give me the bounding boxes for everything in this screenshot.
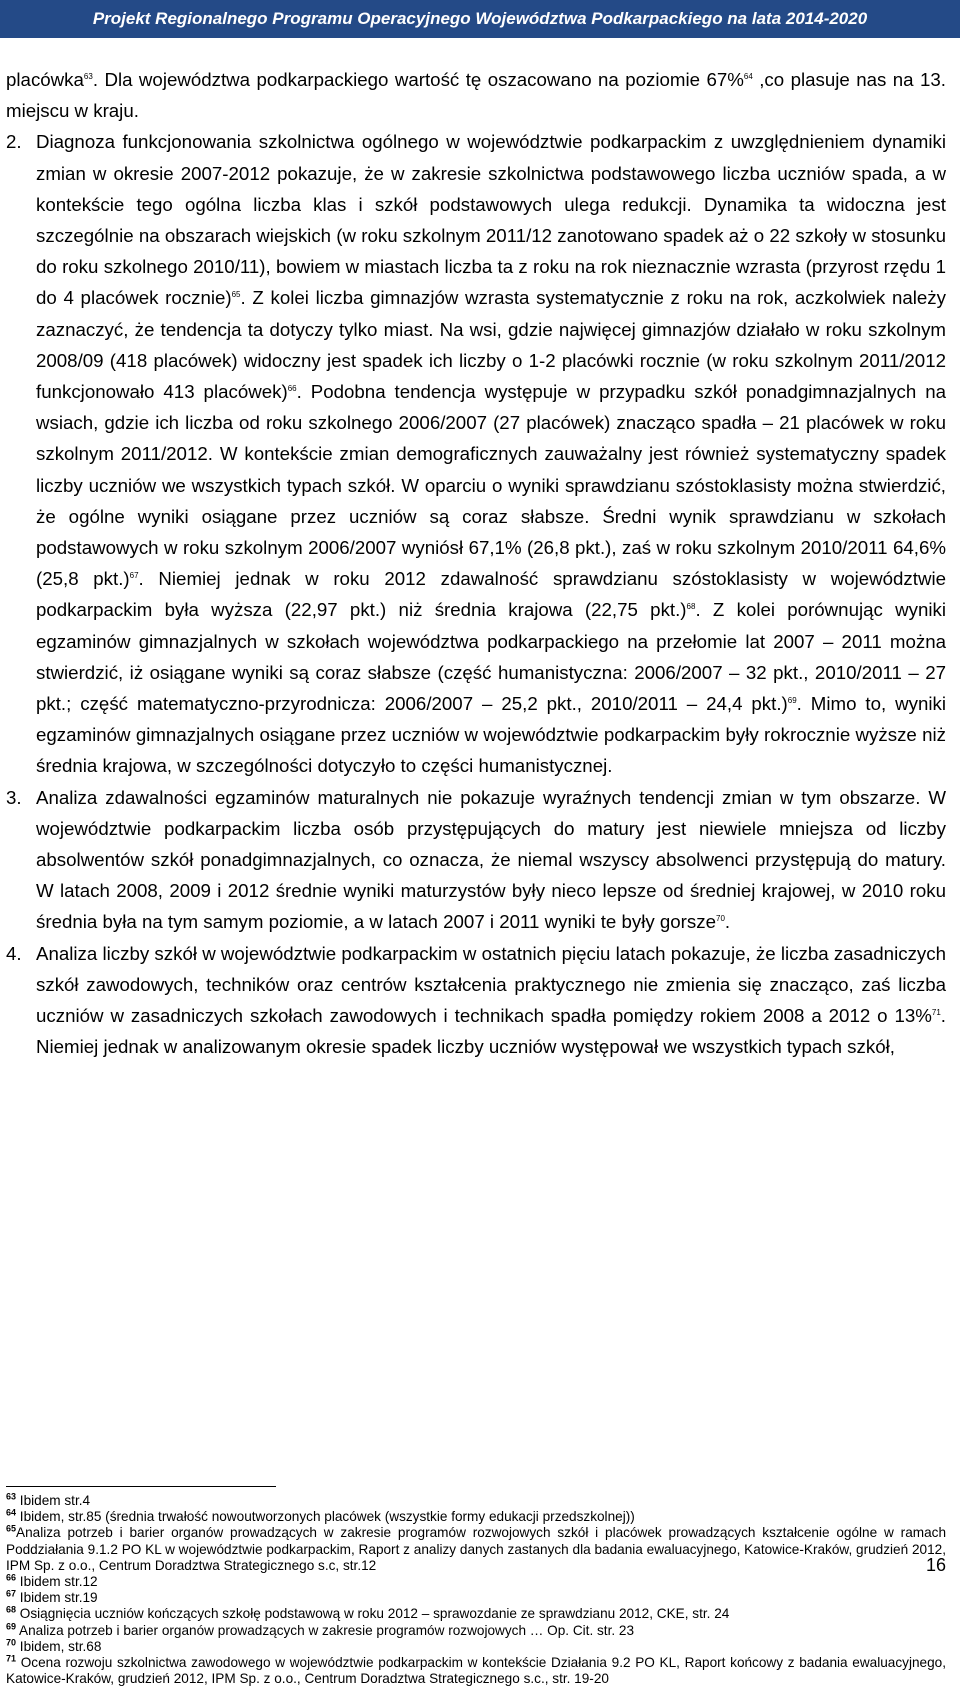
footnote	[6, 1493, 946, 1509]
footnote	[6, 1590, 946, 1606]
footnote-number: 67	[6, 1588, 17, 1599]
intro-paragraph	[6, 64, 946, 126]
footnote-number: 64	[6, 1507, 17, 1518]
footnote	[6, 1606, 946, 1622]
text-run: . Niemiej jednak w analizowanym okresie spadek liczby uczniów występował we wszystkich typach szkół,	[36, 1005, 946, 1058]
list-item-text	[36, 126, 946, 781]
footnote-text: Ibidem str.4	[16, 1493, 91, 1508]
text-run: placówka	[6, 69, 84, 90]
text-run: .	[724, 911, 731, 933]
page-number: 16	[925, 1555, 946, 1575]
document-header: Projekt Regionalnego Programu Operacyjnego Województwa Podkarpackiego na lata 2014-2020	[0, 0, 960, 38]
text-run: . Dla województwa podkarpackiego wartość tę oszacowano na poziomie 67%	[92, 69, 744, 90]
footnote-text: Ibidem str.12	[16, 1574, 98, 1590]
text-run: . Podobna tendencja występuje w przypadku szkół ponadgimnazjalnych na wsiach, gdzie ich liczba od roku szkolnego 2006/2007 (27 placówek) znacząco spadła – 21 placówek w roku szkolnym 2011/2012. W kontekście zmian demograficznych zauważalny jest również systematyczny spadek liczby uczniów we wszystkich typach szkół. W oparciu o wyniki sprawdzianu szóstoklasisty można stwierdzić, że ogólne wyniki osiągane przez uczniów są coraz słabsze. Średni wynik sprawdzianu w szkołach podstawowych w roku szkolnym 2006/2007 wyniósł 67,1% (26,8 pkt.), zaś w roku szkolnym 2010/2011 64,6% (25,8 pkt.)	[36, 381, 946, 590]
footnote-text: Ibidem, str.85 (średnia trwałość nowoutworzonych placówek (wszystkie formy edukacji przedszkolnej))	[16, 1509, 635, 1525]
footnote-ref: 71	[931, 1007, 941, 1017]
footnote-number: 66	[6, 1572, 17, 1583]
footnote-ref: 68	[686, 602, 696, 612]
footnote-ref: 64	[743, 71, 753, 81]
footnote-number: 70	[6, 1637, 17, 1648]
footnote	[6, 1655, 946, 1687]
text-run: Diagnoza funkcjonowania szkolnictwa ogólnego w województwie podkarpackim z uwzględnieniem dynamiki zmian w okresie 2007-2012 pokazuje, że w zakresie szkolnictwa podstawowego liczba uczniów spada, a w kontekście tego ogólna liczba klas i szkół podstawowych ulega redukcji. Dynamika ta widoczna jest szczególnie na obszarach wiejskich (w roku szkolnym 2011/12 zanotowano spadek aż o 22 szkoły w stosunku do roku szkolnego 2010/11), bowiem w miastach liczba ta z roku na rok nieznacznie wzrasta (przyrost rzędu 1 do 4 placówek rocznie)	[36, 131, 946, 309]
list-item-text	[36, 938, 946, 1063]
footnote	[6, 1509, 946, 1525]
footnote	[6, 1525, 946, 1574]
list-item-4	[6, 938, 946, 1063]
footnote-ref: 69	[787, 695, 797, 705]
footnote-text: Ocena rozwoju szkolnictwa zawodowego w województwie podkarpackim w kontekście Działania 9.2 PO KL, Raport końcowy z badania ewaluacyjnego, Katowice-Kraków, grudzień 2012, IPM Sp. z o.o., Centrum Doradztwa Strategicznego s.c., str. 19-20	[6, 1655, 946, 1687]
footnote-ref: 63	[83, 71, 93, 81]
footnote-number: 63	[6, 1491, 17, 1502]
footnote	[6, 1639, 946, 1655]
list-item-3	[6, 782, 946, 938]
footnote-text: Ibidem, str.68	[16, 1638, 102, 1654]
list-number: 3.	[6, 786, 22, 808]
list-number: 4.	[6, 942, 22, 964]
list-number: 2.	[6, 131, 22, 153]
text-run: . Mimo to, wyniki egzaminów gimnazjalnych osiągane przez uczniów w województwie podkarpackim były rokrocznie wyższe niż średnia krajowa, w szczególności dotyczyło to części humanistycznej.	[36, 693, 946, 777]
footnote-ref: 67	[129, 571, 139, 581]
footnote-separator	[6, 1486, 276, 1487]
footnote-text: Osiągnięcia uczniów kończących szkołę podstawową w roku 2012 – sprawozdanie ze sprawdzianu 2012, CKE, str. 24	[16, 1606, 730, 1622]
text-run: . Z kolei liczba gimnazjów wzrasta systematycznie z roku na rok, aczkolwiek należy zaznaczyć, że tendencja ta dotyczy tylko miast. Na wsi, gdzie najwięcej gimnazjów działało w roku szkolnym 2008/09 (418 placówek) widoczny jest spadek ich liczby o 1-2 placówki rocznie (w roku szkolnym 2011/2012 funkcjonowało 413 placówek)	[36, 287, 946, 403]
text-run: . Niemiej jednak w roku 2012 zdawalność sprawdzianu szóstoklasisty w województwie podkarpackim była wyższa (22,97 pkt.) niż średnia krajowa (22,75 pkt.)	[36, 568, 946, 621]
footnote-text: Ibidem str.19	[16, 1590, 98, 1606]
list-item-2	[6, 126, 946, 781]
footnotes-section	[6, 1486, 946, 1687]
footnote-number: 71	[6, 1653, 17, 1664]
footnote-text: Analiza potrzeb i barier organów prowadzących w zakresie programów rozwojowych szkół i placówek prowadzących kształcenie ogólne w ramach Poddziałania 9.1.2 PO KL w województwie podkarpackim, Raport z analizy danych zastanych dla badania ewaluacyjnego, Katowice-Kraków, grudzień 2012, IPM Sp. z o.o., Centrum Doradztwa Strategicznego s.c, str.12	[6, 1525, 946, 1573]
text-run: Analiza liczby szkół w województwie podkarpackim w ostatnich pięciu latach pokazuje, że liczba zasadniczych szkół zawodowych, techników oraz centrów kształcenia praktycznego nie zmienia się znacząco, zaś liczba uczniów w zasadniczych szkołach zawodowych i technikach spadła pomiędzy rokiem 2008 a 2012 o 13%	[36, 942, 946, 1027]
footnote-number: 69	[6, 1621, 17, 1632]
main-text	[6, 64, 946, 1063]
footnote	[6, 1574, 946, 1590]
footnote-ref: 65	[231, 290, 241, 300]
list-item-text	[36, 782, 946, 938]
text-run: . Z kolei porównując wyniki egzaminów gimnazjalnych w szkołach województwa podkarpackiego na przełomie lat 2007 – 2011 można stwierdzić, iż osiągane wyniki są coraz słabsze (część humanistyczna: 2006/2007 – 32 pkt., 2010/2011 – 27 pkt.; część matematyczno-przyrodnicza: 2006/2007 – 25,2 pkt., 2010/2011 – 24,4 pkt.)	[36, 599, 947, 715]
text-run: ,co plasuje nas na 13. miejscu w kraju.	[6, 69, 946, 122]
footnote	[6, 1623, 946, 1639]
footnote-ref: 66	[287, 383, 297, 393]
footnote-number: 68	[6, 1604, 17, 1615]
footnote-text: Analiza potrzeb i barier organów prowadzących w zakresie programów rozwojowych … Op. Cit. str. 23	[16, 1622, 635, 1638]
text-run: Analiza zdawalności egzaminów maturalnych nie pokazuje wyraźnych tendencji zmian w tym obszarze. W województwie podkarpackim liczba osób przystępujących do matury jest niewiele mniejsza od liczby absolwentów szkół ponadgimnazjalnych, co oznacza, że niemal wszyscy absolwenci przystępują do matury. W latach 2008, 2009 i 2012 średnie wyniki maturzystów były nieco lepsze od średniej krajowej, w 2010 roku średnia była na tym samym poziomie, a w latach 2007 i 2011 wyniki te były gorsze	[36, 786, 946, 933]
footnote-number: 65	[6, 1523, 17, 1534]
footnote-ref: 70	[716, 914, 725, 924]
